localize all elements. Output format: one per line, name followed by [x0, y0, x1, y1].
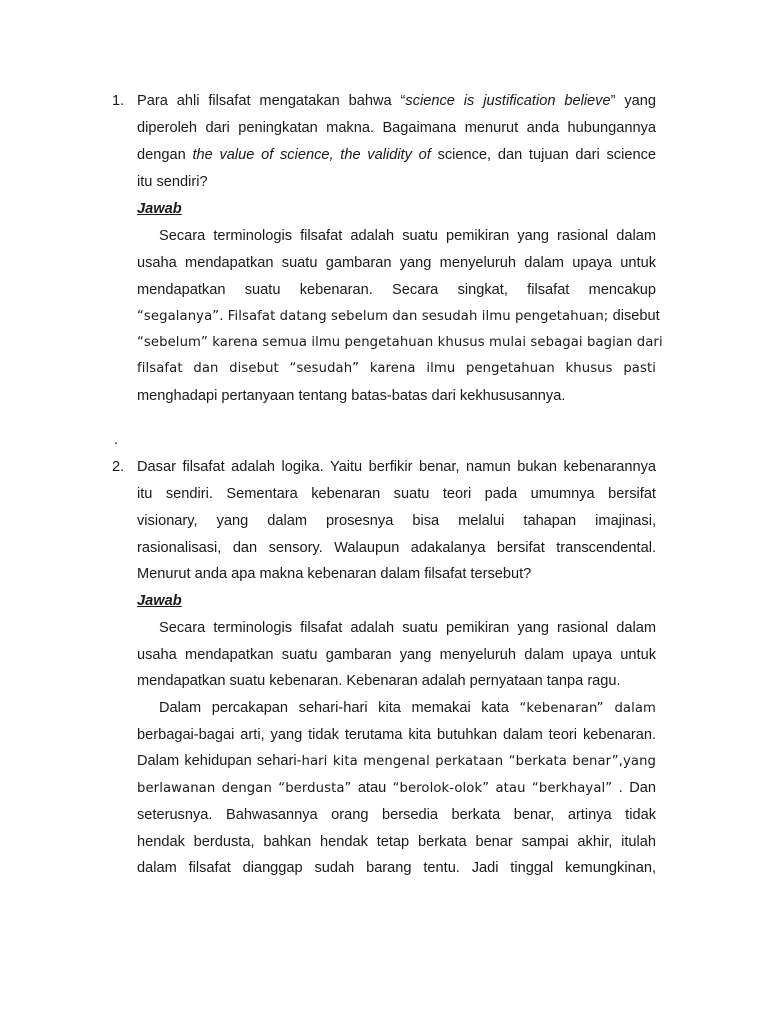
answer-1-heading: Jawab — [137, 201, 182, 217]
answer-2-line-2: usaha mendapatkan suatu gambaran yang menyeluruh dalam upaya untuk — [137, 647, 656, 663]
question-2-line-1: Dasar filsafat adalah logika. Yaitu berfikir benar, namun bukan kebenarannya — [137, 459, 656, 475]
answer-1-line-4: “segalanya”. Filsafat datang sebelum dan sesudah ilmu pengetahuan; disebut — [137, 308, 660, 324]
question-1-line-3: dengan the value of science, the validity of science, dan tujuan dari science — [137, 147, 656, 163]
answer-2-line-4: Dalam percakapan sehari-hari kita memakai kata “kebenaran” dalam — [159, 700, 656, 716]
question-1-line-4: itu sendiri? — [137, 174, 208, 190]
answer-2-heading: Jawab — [137, 593, 182, 609]
answer-2-line-9: hendak berdusta, bahkan hendak tetap berkata benar sampai akhir, itulah — [137, 834, 656, 850]
answer-1-line-3: mendapatkan suatu kebenaran. Secara singkat, filsafat mencakup — [137, 282, 656, 298]
question-1-number: 1. — [112, 93, 125, 109]
answer-2-line-7: berlawanan dengan “berdusta” atau “berolok-olok” atau “berkhayal” . Dan — [137, 780, 656, 796]
answer-1-line-5: “sebelum” karena semua ilmu pengetahuan khusus mulai sebagai bagian dari — [137, 335, 663, 350]
question-2-line-2: itu sendiri. Sementara kebenaran suatu teori pada umumnya bersifat — [137, 486, 656, 502]
answer-2-line-5: berbagai-bagai arti, yang tidak terutama kita butuhkan dalam teori kebenaran. — [137, 727, 656, 743]
answer-1-line-2: usaha mendapatkan suatu gambaran yang menyeluruh dalam upaya untuk — [137, 255, 656, 271]
answer-1-line-7: menghadapi pertanyaan tentang batas-batas dari kekhususannya. — [137, 388, 566, 404]
answer-1-line-1: Secara terminologis filsafat adalah suatu pemikiran yang rasional dalam — [159, 228, 656, 244]
answer-1-line-6: filsafat dan disebut “sesudah” karena ilmu pengetahuan khusus pasti — [137, 361, 656, 376]
question-1-line-1: Para ahli filsafat mengatakan bahwa “science is justification believe” yang — [137, 93, 657, 109]
question-2-line-3: visionary, yang dalam prosesnya bisa melalui tahapan imajinasi, — [137, 513, 656, 529]
question-2-number: 2. — [112, 459, 125, 475]
answer-2-line-10: dalam filsafat dianggap sudah barang tentu. Jadi tinggal kemungkinan, — [137, 860, 656, 876]
answer-2-line-3: mendapatkan suatu kebenaran. Kebenaran adalah pernyataan tanpa ragu. — [137, 673, 621, 689]
answer-2-line-1: Secara terminologis filsafat adalah suatu pemikiran yang rasional dalam — [159, 620, 656, 636]
question-2-line-4: rasionalisasi, dan sensory. Walaupun adakalanya bersifat transcendental. — [137, 540, 656, 556]
answer-2-line-8: seterusnya. Bahwasannya orang bersedia berkata benar, artinya tidak — [137, 807, 656, 823]
question-1-line-2: diperoleh dari peningkatan makna. Bagaimana menurut anda hubungannya — [137, 120, 656, 136]
answer-2-line-6: Dalam kehidupan sehari-hari kita mengenal perkataan “berkata benar”,yang — [137, 753, 656, 769]
question-2-line-5: Menurut anda apa makna kebenaran dalam filsafat tersebut? — [137, 566, 532, 582]
separator-dot: . — [114, 432, 119, 448]
